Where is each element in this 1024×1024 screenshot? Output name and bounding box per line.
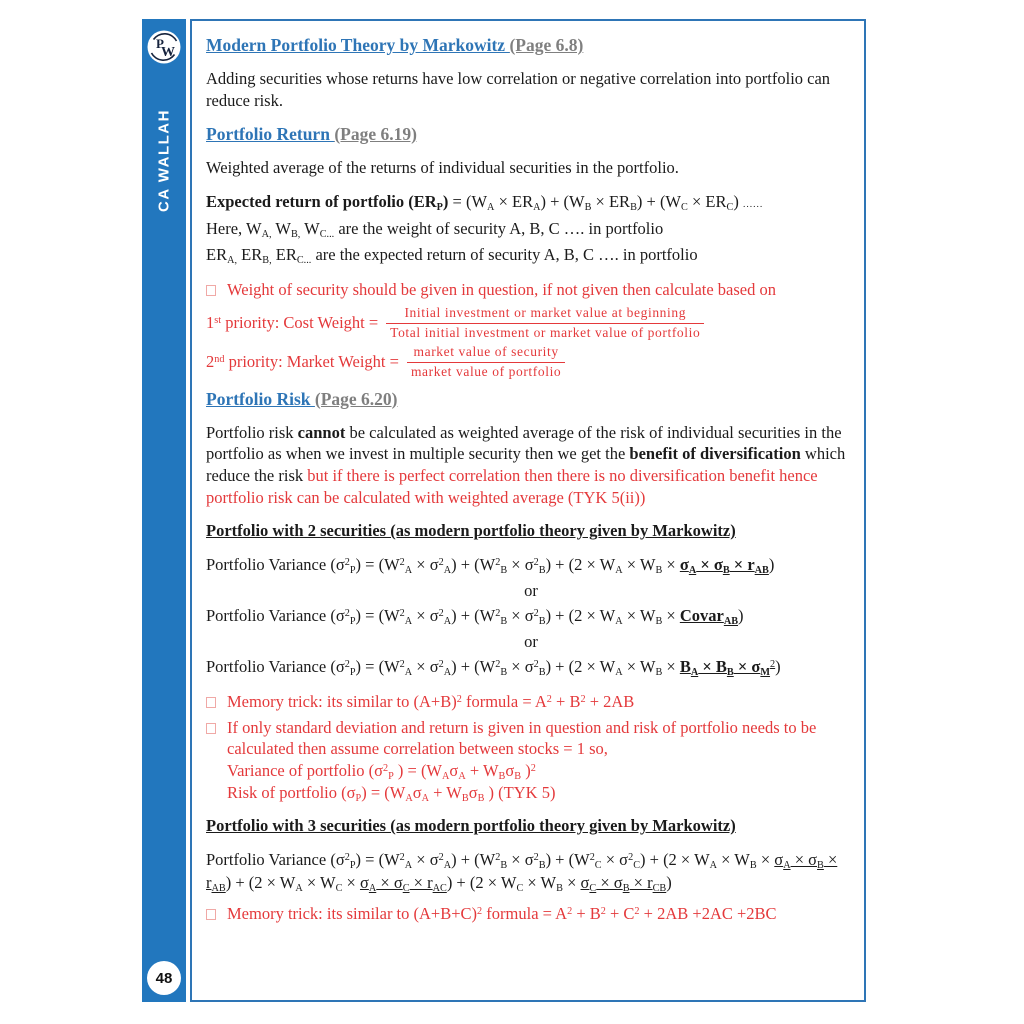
heading-two-securities: Portfolio with 2 securities (as modern portfolio theory given by Markowitz) <box>206 521 736 541</box>
square-bullet-icon <box>206 285 216 296</box>
formula-market-weight <box>206 344 856 381</box>
market-weight-label: 2nd priority: Market Weight = <box>206 352 399 372</box>
heading-mpt <box>206 35 856 56</box>
formula-expected-return: Expected return of portfolio $(ER_P) = (W_A \times ER_A) + (W_B \times ER_B) + (W_C \times ER_C)$ ...... <box>206 191 764 213</box>
brand-name-vertical: CA WALLAH <box>155 109 173 213</box>
heading-portfolio-return-link[interactable]: Portfolio Return <box>206 123 335 144</box>
heading-portfolio-risk-pageref: (Page 6.20) <box>314 388 398 409</box>
note-memory-trick-3sec <box>206 903 856 925</box>
square-bullet-icon <box>206 909 216 920</box>
formula-variance-3sec: Portfolio Variance $(\sigma^2_P) = (W^2_A \times \sigma^2_A) + (W^2_B \times \sigma^2_B) + (W^2_C \times \sigma^2_C) + (2 \times W_A \times W_B \times \sigma_A \times \sigma_B \times r_{AB}) + (2 \times W_A \times W_C \times \sigma_A \times \sigma_C \times r_{AC}) + (2 \times W_C \times W_B \times \sigma_C \times \sigma_B \times r_{CB})$ <box>206 850 838 894</box>
paragraph-weighted-average: Weighted average of the returns of individual securities in the portfolio. <box>206 157 679 177</box>
note-weight-of-security <box>206 279 856 301</box>
pw-logo-icon <box>147 30 181 64</box>
risk-of-portfolio-formula: Risk of portfolio $(\sigma_P) = (W_A\sigma_A + W_B\sigma_B$ ) (TYK 5) <box>227 783 556 805</box>
market-weight-denominator: market value of portfolio <box>410 363 562 379</box>
note-std-dev-assumption <box>206 717 856 805</box>
or-separator-2: or <box>524 631 538 651</box>
heading-portfolio-risk-link[interactable]: Portfolio Risk <box>206 388 315 409</box>
formula-variance-3: Portfolio Variance $(\sigma^2_P) = (W^2_A \times \sigma^2_A) + (W^2_B \times \sigma^2_B) + (2 \times W_A \times W_B \times B_A \times B_B \times \sigma_M^2)$ <box>206 656 781 678</box>
formula-variance-2: Portfolio Variance $(\sigma^2_P) = (W^2_A \times \sigma^2_A) + (W^2_B \times \sigma^2_B) + (2 \times W_A \times W_B$ × Covar$_{AB}$) <box>206 606 744 627</box>
heading-mpt-link[interactable]: Modern Portfolio Theory by Markowitz <box>206 35 510 55</box>
std-dev-assumption-text: If only standard deviation and return is given in question and risk of portfolio needs to be calculated then assume correlation between stocks = 1 so, <box>227 717 817 759</box>
memory-trick-2sec-text: Memory trick: its similar to $(A+B)^2$ formula = $A^2 + B^2 + 2AB$ <box>227 691 635 711</box>
memory-trick-3sec-text: Memory trick: its similar to $(A+B+C)^2$ formula = $A^2 + B^2 + C^2 + 2AB +2AC +2BC$ <box>227 903 777 923</box>
note-weight-text: Weight of security should be given in question, if not given then calculate based on <box>227 280 776 300</box>
paragraph-low-correlation: Adding securities whose returns have low correlation or negative correlation into portfolio can reduce risk. <box>206 69 831 110</box>
cost-weight-denominator: Total initial investment or market value of portfolio <box>390 324 701 340</box>
note-memory-trick-2sec <box>206 691 856 713</box>
notes-content-frame <box>190 19 866 1002</box>
heading-portfolio-return <box>206 124 856 145</box>
brand-sidebar <box>142 19 186 1002</box>
heading-portfolio-return-pageref: (Page 6.19) <box>334 123 417 144</box>
formula-variance-1: Portfolio Variance $(\sigma^2_P) = (W^2_A \times \sigma^2_A) + (W^2_B \times \sigma^2_B) + (2 \times W_A \times W_B \times \sigma_A \times \sigma_B \times r_{AB})$ <box>206 555 775 577</box>
market-weight-numerator: market value of security <box>407 344 565 363</box>
svg-text:P: P <box>156 36 164 51</box>
paragraph-portfolio-risk: Portfolio risk cannot be calculated as weighted average of the risk of individual securities in the portfolio as when we invest in multiple security then we get the benefit of diversification which reduce the risk but if there is perfect correlation then there is no diversification benefit hence portfolio risk can be calculated with weighted average (TYK 5(ii)) <box>206 422 846 508</box>
cost-weight-numerator: Initial investment or market value at beginning <box>386 305 704 324</box>
cost-weight-fraction <box>386 305 704 342</box>
pw-logo <box>147 30 181 64</box>
heading-three-securities: Portfolio with 3 securities (as modern portfolio theory given by Markowitz) <box>206 816 736 836</box>
page-number-badge: 48 <box>147 961 181 995</box>
square-bullet-icon <box>206 697 216 708</box>
square-bullet-icon <box>206 723 216 734</box>
formula-returns-legend: $ER_{A,}$ $ER_{B,}$ $ER_{C...}$ are the expected return of security A, B, C …. in portfolio <box>206 245 698 267</box>
or-separator-1: or <box>524 581 538 601</box>
std-dev-assumption-body <box>227 717 856 805</box>
heading-mpt-pageref: (Page 6.8) <box>509 35 584 55</box>
formula-cost-weight <box>206 305 856 342</box>
market-weight-fraction <box>407 344 565 381</box>
formula-weights-legend: Here, $W_{A,}$ $W_{B,}$ $W_{C...}$ are the weight of security A, B, C …. in portfolio <box>206 218 664 240</box>
cost-weight-label: 1st priority: Cost Weight = <box>206 313 379 333</box>
heading-portfolio-risk <box>206 389 856 410</box>
svg-text:W: W <box>161 45 175 60</box>
variance-of-portfolio-formula: Variance of portfolio ($\sigma^2_P$ ) = ($W_A\sigma_A + W_B\sigma_B$ )$^2$ <box>227 761 536 783</box>
